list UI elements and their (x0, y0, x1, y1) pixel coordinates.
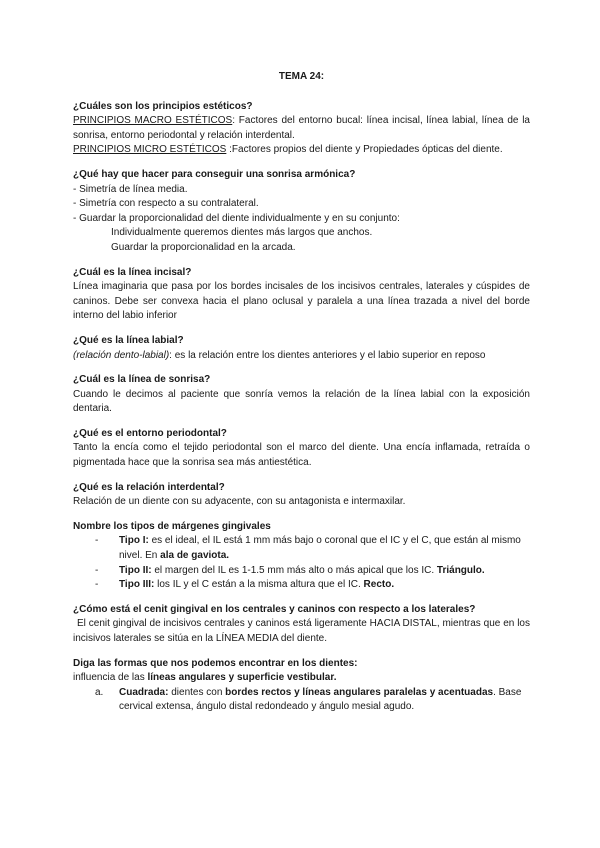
tipo-1-bold: ala de gaviota. (160, 550, 230, 562)
section-linea-sonrisa (73, 373, 530, 417)
question-cenit-gingival: ¿Cómo está el cenit gingival en los centrales y caninos con respecto a los laterales? (73, 603, 476, 615)
list-item: - Guardar la proporcionalidad del diente individualmente y en su conjunto: (73, 212, 400, 224)
sub-item: Individualmente queremos dientes más largos que anchos. (111, 227, 373, 239)
list-item: - Simetría de línea media. (73, 183, 188, 195)
list-item-cuadrada (73, 686, 530, 715)
question-entorno-periodontal: ¿Qué es el entorno periodontal? (73, 427, 227, 439)
question-sonrisa-armonica: ¿Qué hay que hacer para conseguir una sonrisa armónica? (73, 168, 356, 180)
question-margenes-gingivales: Nombre los tipos de márgenes gingivales (73, 520, 271, 532)
list-item-tipo-1 (73, 534, 530, 563)
tipo-2-bold: Triángulo. (436, 564, 485, 576)
section-relacion-interdental (73, 481, 530, 510)
tipo-1-label: Tipo I: (119, 535, 149, 547)
list-marker: a. (95, 686, 104, 698)
answer-linea-incisal: Línea imaginaria que pasa por los bordes incisales de los incisivos centrales, laterales y cúspides de caninos. Debe ser convexa hacia el plano oclusal y paralela a una línea trazada a nivel del borde interno del labio inferior (73, 281, 530, 322)
list-item-tipo-2 (73, 564, 530, 579)
forms-list (73, 686, 530, 715)
bullet: - (95, 579, 99, 591)
section-entorno-periodontal (73, 427, 530, 471)
answer-italic: (relación dento-labial) (73, 349, 170, 361)
cuadrada-text-2: . Base cervical extensa, ángulo distal redondeado y ángulo mesial agudo. (119, 686, 522, 713)
macro-text: : Factores del entorno bucal: línea incisal, línea labial, línea de la sonrisa, entorno periodontal y relación interdental. (73, 115, 530, 141)
answer-rest: : es la relación entre los dientes anteriores y el labio superior en reposo (169, 349, 486, 361)
types-list (73, 534, 530, 592)
answer-linea-sonrisa: Cuando le decimos al paciente que sonría vemos la relación de la línea labial con la exposición dentaria. (73, 388, 530, 415)
question-relacion-interdental: ¿Qué es la relación interdental? (73, 481, 225, 493)
section-formas-dientes (73, 657, 530, 715)
intro-bold: líneas angulares y superficie vestibular. (147, 672, 337, 684)
section-linea-incisal (73, 266, 530, 324)
question-formas-dientes: Diga las formas que nos podemos encontrar en los dientes: (73, 657, 358, 669)
section-sonrisa-armonica (73, 168, 530, 256)
micro-label: PRINCIPIOS MICRO ESTÉTICOS (73, 144, 227, 156)
bullet: - (95, 564, 99, 576)
question-linea-incisal: ¿Cuál es la línea incisal? (73, 266, 192, 278)
answer-linea-labial (73, 349, 530, 364)
macro-label: PRINCIPIOS MACRO ESTÉTICOS (73, 115, 233, 127)
answer-macro (73, 114, 530, 143)
tipo-3-bold: Recto. (363, 579, 395, 591)
cuadrada-label: Cuadrada: (119, 686, 169, 698)
question-linea-labial: ¿Qué es la línea labial? (73, 334, 184, 346)
list-item-tipo-3 (73, 578, 530, 593)
sub-item: Guardar la proporcionalidad en la arcada. (111, 241, 296, 253)
tipo-1-text: es el ideal, el IL está 1 mm más bajo o coronal que el IC y el C, que están al mismo nivel. En (119, 535, 521, 562)
question-linea-sonrisa: ¿Cuál es la línea de sonrisa? (73, 374, 211, 386)
tipo-2-label: Tipo II: (119, 564, 152, 576)
document-page (73, 70, 530, 725)
cuadrada-bold: bordes rectos y líneas angulares paralelas y acentuadas (225, 686, 494, 698)
section-margenes-gingivales (73, 520, 530, 593)
micro-text: :Factores propios del diente y Propiedades ópticas del diente. (226, 144, 503, 156)
question-principios: ¿Cuáles son los principios estéticos? (73, 100, 253, 112)
section-cenit-gingival (73, 603, 530, 647)
document-title: TEMA 24: (278, 71, 325, 82)
section-linea-labial (73, 334, 530, 363)
answer-cenit-gingival: El cenit gingival de incisivos centrales y caninos está ligeramente HACIA DISTAL, mientras que en los incisivos laterales se sitúa en la LÍNEA MEDIA del diente. (73, 618, 530, 644)
answer-relacion-interdental: Relación de un diente con su adyacente, con su antagonista e intermaxilar. (73, 496, 406, 508)
answer-entorno-periodontal: Tanto la encía como el tejido periodontal son el marco del diente. Una encía inflamada, retraída o pigmentada hace que la sonrisa sea más antiestética. (73, 442, 530, 469)
section-principios (73, 100, 530, 158)
formas-intro (73, 671, 530, 686)
tipo-3-label: Tipo III: (119, 579, 155, 591)
tipo-2-text: el margen del IL es 1-1.5 mm más alto o más apical que los IC. (151, 564, 437, 576)
list-item: - Simetría con respecto a su contralateral. (73, 198, 259, 210)
intro-text: influencia de las (73, 672, 148, 684)
cuadrada-text-1: dientes con (168, 686, 226, 698)
tipo-3-text: los IL y el C están a la misma altura que el IC. (154, 579, 364, 591)
answer-micro (73, 143, 530, 158)
bullet: - (95, 535, 99, 547)
